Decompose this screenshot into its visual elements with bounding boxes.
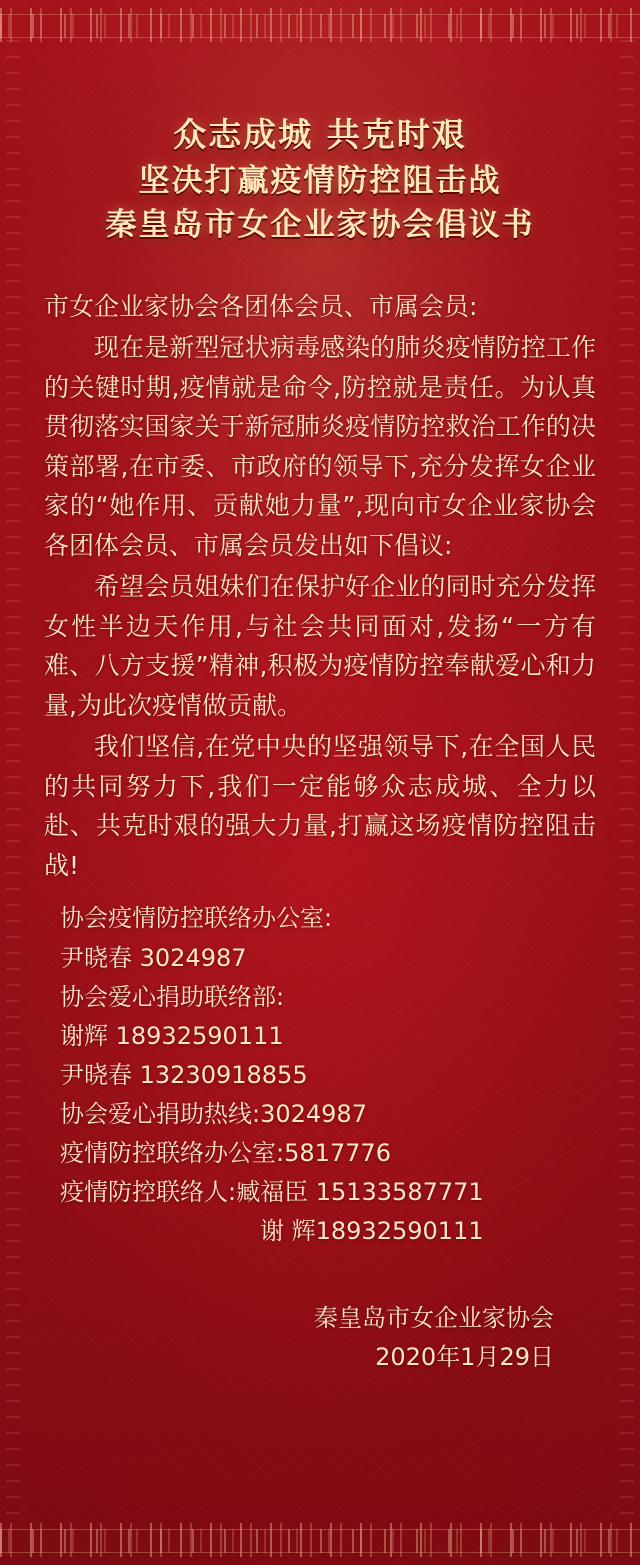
contact-line-last: 谢 辉18932590111 [260, 1217, 484, 1246]
salutation: 市女企业家协会各团体会员、市属会员: [44, 291, 478, 321]
body-paragraph-1: 现在是新型冠状病毒感染的肺炎疫情防控工作的关键时期,疫情就是命令,防控就是责任。为认真贯彻落实国家关于新冠肺炎疫情防控救治工作的决策部署,在市委、市政府的领导下,充分发挥女企业家的“她作用、贡献她力量”,现向市女企业家协会各团体会员、市属会员发出如下倡议: [44, 333, 596, 560]
title-line-2: 坚决打赢疫情防控阻击战 [138, 162, 502, 199]
contact-line: 尹晓春 13230918855 [60, 1060, 308, 1089]
signature-date: 2020年1月29日 [375, 1342, 554, 1371]
contact-line: 疫情防控联络办公室:5817776 [60, 1139, 391, 1168]
poster-title [44, 0, 596, 247]
signature-org: 秦皇岛市女企业家协会 [314, 1304, 554, 1333]
signature-block [44, 1299, 596, 1376]
contact-line: 疫情防控联络人:臧福臣 15133587771 [60, 1178, 484, 1207]
bottom-border-ornament [0, 1523, 640, 1557]
contact-line: 谢辉 18932590111 [60, 1021, 284, 1050]
contact-line: 协会爱心捐助热线:3024987 [60, 1099, 367, 1128]
title-line-3: 秦皇岛市女企业家协会倡议书 [105, 206, 535, 243]
contact-list [44, 899, 596, 1251]
body-paragraph-2: 希望会员姐妹们在保护好企业的同时充分发挥女性半边天作用,与社会共同面对,发扬“一方有难、八方支援”精神,积极为疫情防控奉献爱心和力量,为此次疫情做贡献。 [44, 572, 596, 720]
contact-line: 协会疫情防控联络办公室: [60, 904, 333, 933]
contact-line: 尹晓春 3024987 [60, 943, 247, 972]
poster-body [44, 287, 596, 886]
body-paragraph-3: 我们坚信,在党中央的坚强领导下,在全国人民的共同努力下,我们一定能够众志成城、全力以赴、共克时艰的强大力量,打赢这场疫情防控阻击战! [44, 732, 596, 880]
title-line-1: 众志成城 共克时艰 [173, 115, 467, 154]
contact-line: 协会爱心捐助联络部: [60, 982, 285, 1011]
